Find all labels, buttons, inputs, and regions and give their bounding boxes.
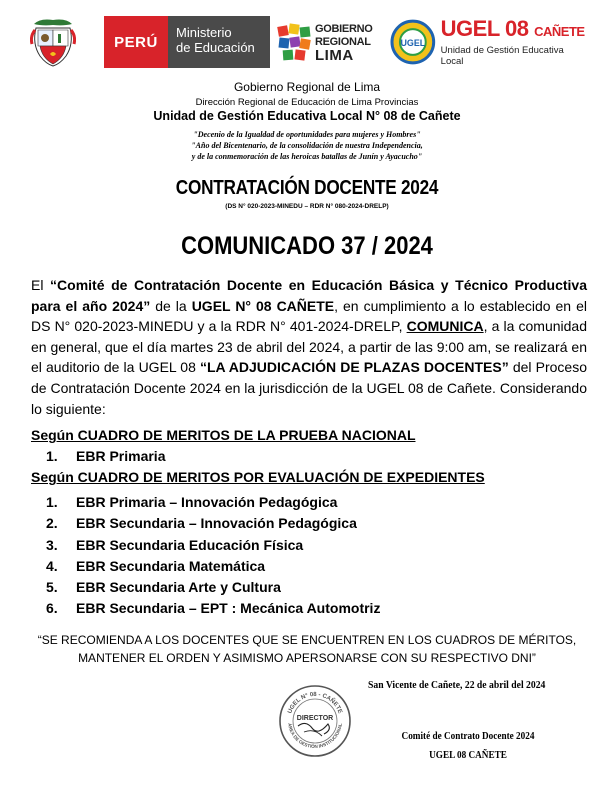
stamp-center-text: DIRECTOR bbox=[296, 715, 334, 722]
section-prueba-nacional-title: Según CUADRO DE MERITOS DE LA PRUEBA NACIONAL bbox=[31, 427, 416, 443]
list-item bbox=[46, 537, 380, 558]
para-part-3: de la bbox=[150, 297, 192, 314]
direccion-heading: Dirección Regional de Educación de Lima Provincias bbox=[195, 97, 419, 108]
signature-ugel: UGEL 08 CAÑETE bbox=[429, 750, 507, 761]
ugel-emblem-label: UGEL bbox=[400, 37, 426, 48]
anio-slogan-line1: "Año del Bicentenario, de la consolidación de nuestra Independencia, bbox=[191, 141, 423, 150]
list-item-number: 4. bbox=[46, 557, 58, 574]
contratacion-title: CONTRATACIÓN DOCENTE 2024 bbox=[175, 177, 439, 199]
gobierno-line2: REGIONAL bbox=[315, 35, 371, 48]
comunicado-title: COMUNICADO 37 / 2024 bbox=[181, 232, 433, 260]
stamp-top-text: UGEL N° 08 - CAÑETE bbox=[287, 691, 343, 715]
ugel-08-logo bbox=[390, 14, 588, 70]
list-item-text: EBR Secundaria – Innovación Pedagógica bbox=[76, 515, 357, 532]
issue-date: San Vicente de Cañete, 22 de abril del 2024 bbox=[368, 680, 546, 691]
peru-label: PERÚ bbox=[104, 16, 168, 68]
recommendation-line2: MANTENER EL ORDEN Y ASIMISMO APERSONARSE CON SU RESPECTIVO DNI” bbox=[78, 651, 536, 665]
list-item-number: 1. bbox=[46, 494, 58, 510]
comunica-word: COMUNICA bbox=[406, 318, 484, 335]
peru-coat-of-arms-icon bbox=[30, 14, 76, 68]
list-item bbox=[46, 600, 380, 621]
ugel-emblem-icon bbox=[390, 19, 436, 65]
para-part-5: , en cumplimiento a lo establecido en el DS N° 020-2023-MINEDU y a la RDR N° 401-2024-DRELP, bbox=[31, 297, 587, 335]
list-item bbox=[46, 579, 380, 600]
signature-committee: Comité de Contrato Docente 2024 bbox=[401, 731, 535, 742]
list-item-text: EBR Secundaria – EPT : Mecánica Automotriz bbox=[76, 600, 381, 617]
list-item-number: 1. bbox=[46, 448, 58, 464]
normativa-subtitle: (DS N° 020-2023-MINEDU – RDR N° 080-2024-DRELP) bbox=[225, 203, 389, 210]
list-item-text: EBR Primaria bbox=[76, 448, 166, 464]
gobierno-line3: LIMA bbox=[315, 46, 354, 64]
gobierno-heading: Gobierno Regional de Lima bbox=[233, 80, 381, 94]
svg-text:ÁREA DE GESTIÓN INSTITUCIONAL bbox=[287, 723, 343, 749]
section-expedientes-title: Según CUADRO DE MERITOS POR EVALUACIÓN DE EXPEDIENTES bbox=[31, 469, 485, 485]
ugel-text bbox=[440, 15, 588, 67]
unidad-heading: Unidad de Gestión Educativa Local N° 08 de Cañete bbox=[153, 109, 461, 123]
ministerio-line1: Ministerio bbox=[176, 25, 232, 40]
ugel-name: UGEL N° 08 CAÑETE bbox=[191, 297, 335, 314]
stamp-bottom-text: ÁREA DE GESTIÓN INSTITUCIONAL bbox=[287, 722, 343, 750]
section-expedientes-list bbox=[46, 494, 380, 622]
ugel-title-main: UGEL 08 bbox=[440, 15, 529, 41]
ugel-title bbox=[440, 15, 588, 43]
list-item-number: 6. bbox=[46, 600, 58, 617]
list-item-number: 5. bbox=[46, 579, 58, 596]
section-prueba-nacional-list bbox=[46, 448, 165, 469]
recommendation-note bbox=[20, 631, 594, 667]
ministerio-line2: de Educación bbox=[176, 40, 255, 55]
official-stamp-icon bbox=[278, 684, 352, 758]
gobierno-line1: GOBIERNO bbox=[315, 22, 373, 35]
para-part-1: El bbox=[31, 277, 51, 293]
gobierno-regional-lima-text bbox=[315, 23, 373, 62]
adjudicacion-name: “LA ADJUDICACIÓN DE PLAZAS DOCENTES” bbox=[200, 359, 509, 376]
ministerio-educacion-logo bbox=[104, 16, 270, 68]
decenio-slogan: "Decenio de la Igualdad de oportunidades para mujeres y Hombres" bbox=[193, 130, 421, 139]
list-item bbox=[46, 558, 380, 579]
list-item-number: 2. bbox=[46, 515, 58, 532]
anio-slogan-line2: y de la conmemoración de las heroicas batallas de Junín y Ayacucho" bbox=[191, 152, 423, 161]
ministerio-label bbox=[168, 16, 270, 68]
list-item-text: EBR Secundaria Matemática bbox=[76, 557, 266, 574]
header-logos bbox=[28, 10, 588, 74]
list-item bbox=[46, 494, 380, 515]
announcement-paragraph bbox=[31, 275, 587, 419]
year-slogans bbox=[0, 129, 614, 162]
list-item-number: 3. bbox=[46, 536, 58, 553]
ugel-subtitle: Unidad de Gestión Educativa Local bbox=[440, 44, 564, 67]
ugel-title-suffix: CAÑETE bbox=[534, 23, 585, 39]
list-item bbox=[46, 515, 380, 536]
committee-name: “Comité de Contratación Docente en Educación Básica y Técnico Productiva para el año 2024” bbox=[31, 277, 588, 314]
gobierno-regional-lima-logo bbox=[276, 16, 373, 68]
list-item-text: EBR Secundaria Educación Física bbox=[76, 536, 304, 553]
list-item-text: EBR Primaria – Innovación Pedagógica bbox=[76, 494, 338, 510]
list-item bbox=[46, 448, 165, 469]
list-item-text: EBR Secundaria Arte y Cultura bbox=[76, 579, 281, 596]
gobierno-regional-lima-mark-icon bbox=[276, 22, 312, 62]
recommendation-line1: “SE RECOMIENDA A LOS DOCENTES QUE SE ENCUENTREN EN LOS CUADROS DE MÉRITOS, bbox=[37, 633, 577, 647]
para-part-7: , a la comunidad en general, que el día martes 23 de abril del 2024, a partir de las 9:00 am, se realizará en el auditorio de la UGEL 08 bbox=[31, 318, 588, 376]
para-part-9: del Proceso de Contratación Docente 2024 en la jurisdicción de la UGEL 08 de Cañete. Considerando lo siguiente: bbox=[31, 359, 587, 417]
